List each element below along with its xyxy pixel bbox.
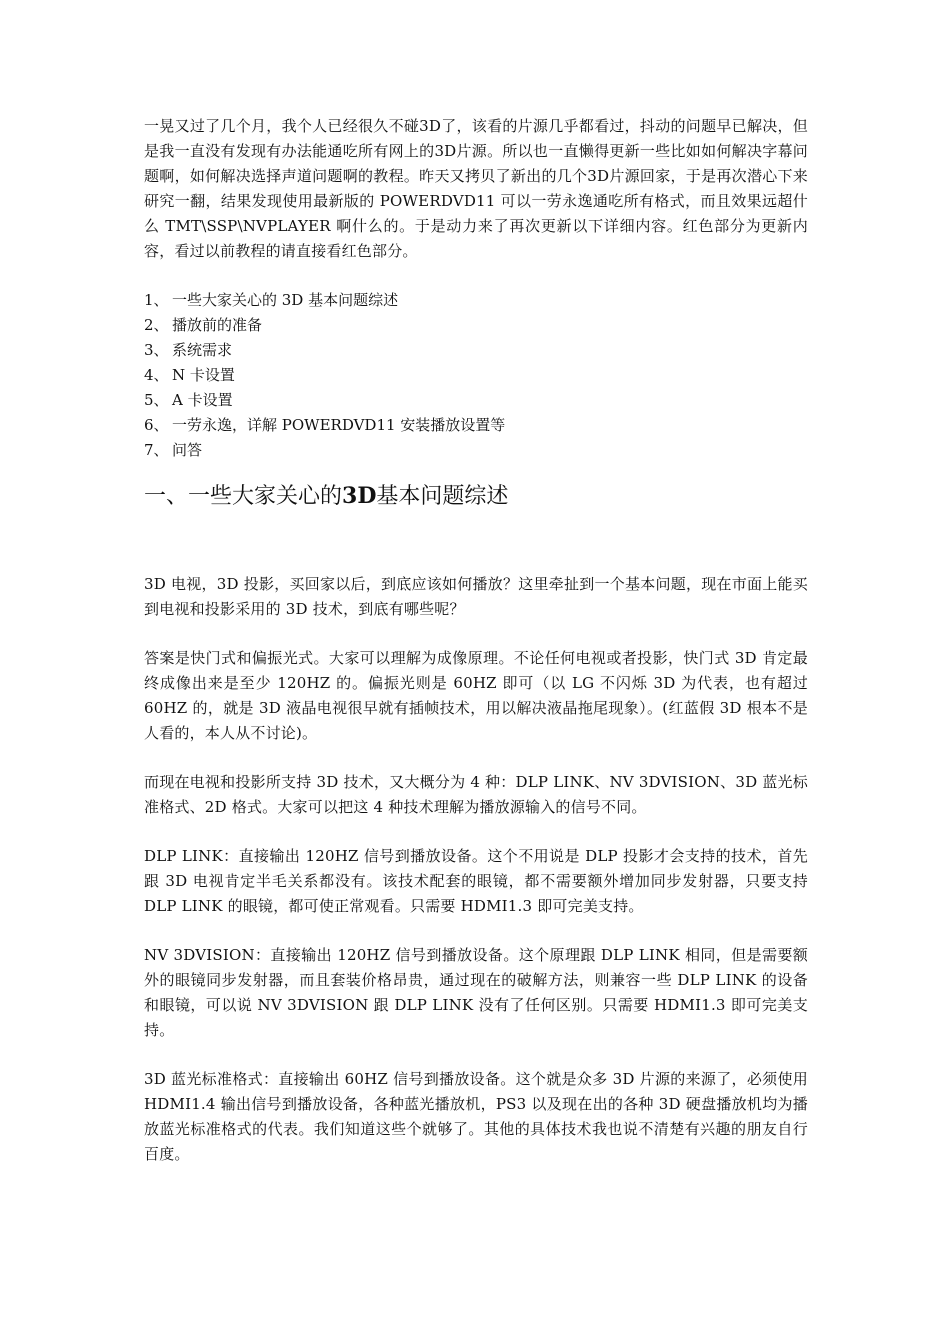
toc-item xyxy=(144,338,808,363)
body-paragraph: DLP LINK：直接输出 120HZ 信号到播放设备。这个不用说是 DLP 投影才会支持的技术，首先跟 3D 电视肯定半毛关系都没有。该技术配套的眼镜，都不需要额外增加同步发射器，只要支持 DLP LINK 的眼镜，都可使正常观看。只需要 HDMI1.3 即可完美支持。 xyxy=(144,847,808,915)
toc-number: 3、 xyxy=(144,341,169,359)
toc-number: 2、 xyxy=(144,316,169,334)
body-paragraph: 而现在电视和投影所支持 3D 技术，又大概分为 4 种：DLP LINK、NV 3DVISION、3D 蓝光标准格式、2D 格式。大家可以把这 4 种技术理解为播放源输入的信号不同。 xyxy=(144,773,808,816)
toc-text: 一劳永逸，详解 POWERDVD11 安装播放设置等 xyxy=(172,416,506,434)
toc-item xyxy=(144,313,808,338)
toc-item xyxy=(144,363,808,388)
heading-prefix: 一、一些大家关心的 xyxy=(144,484,343,509)
table-of-contents xyxy=(144,288,808,463)
toc-item xyxy=(144,438,808,463)
toc-item xyxy=(144,413,808,438)
toc-text: A 卡设置 xyxy=(172,391,233,409)
spacer xyxy=(144,512,808,572)
body-paragraph: 答案是快门式和偏振光式。大家可以理解为成像原理。不论任何电视或者投影，快门式 3D 肯定最终成像出来是至少 120HZ 的。偏振光则是 60HZ 即可（以 LG 不闪烁 3D 为代表，也有超过 60HZ 的，就是 3D 液晶电视很早就有插帧技术，用以解决液晶拖尾现象）。(红蓝假 3D 根本不是人看的，本人从不讨论)。 xyxy=(144,649,808,742)
toc-text: 播放前的准备 xyxy=(172,316,263,334)
toc-number: 4、 xyxy=(144,366,169,384)
body-paragraph: 3D 蓝光标准格式：直接输出 60HZ 信号到播放设备。这个就是众多 3D 片源的来源了，必须使用 HDMI1.4 输出信号到播放设备，各种蓝光播放机，PS3 以及现在出的各种 3D 硬盘播放机均为播放蓝光标准格式的代表。我们知道这些个就够了。其他的具体技术我也说不清楚有兴趣的朋友自行百度。 xyxy=(144,1070,808,1163)
toc-item xyxy=(144,288,808,313)
toc-text: 系统需求 xyxy=(172,341,233,359)
toc-number: 7、 xyxy=(144,441,169,459)
toc-text: 一些大家关心的 3D 基本问题综述 xyxy=(172,291,399,309)
heading-suffix: 基本问题综述 xyxy=(376,484,509,509)
toc-number: 1、 xyxy=(144,291,169,309)
section-heading xyxy=(144,481,808,512)
toc-text: N 卡设置 xyxy=(172,366,235,384)
body-paragraph: NV 3DVISION：直接输出 120HZ 信号到播放设备。这个原理跟 DLP LINK 相同，但是需要额外的眼镜同步发射器，而且套装价格昂贵，通过现在的破解方法，则兼容一些 DLP LINK 的设备和眼镜，可以说 NV 3DVISION 跟 DLP LINK 没有了任何区别。只需要 HDMI1.3 即可完美支持。 xyxy=(144,946,808,1039)
heading-bold: 3D xyxy=(342,483,377,509)
toc-number: 5、 xyxy=(144,391,169,409)
toc-text: 问答 xyxy=(172,441,203,459)
toc-number: 6、 xyxy=(144,416,169,434)
document-page xyxy=(144,114,808,1191)
toc-item xyxy=(144,388,808,413)
intro-paragraph: 一晃又过了几个月，我个人已经很久不碰3D了，该看的片源几乎都看过，抖动的问题早已解决，但是我一直没有发现有办法能通吃所有网上的3D片源。所以也一直懒得更新一些比如如何解决字幕问题啊，如何解决选择声道问题啊的教程。昨天又拷贝了新出的几个3D片源回家，于是再次潜心下来研究一翻，结果发现使用最新版的 POWERDVD11 可以一劳永逸通吃所有格式，而且效果远超什么 TMT\SSP\NVPLAYER 啊什么的。于是动力来了再次更新以下详细内容。红色部分为更新内容，看过以前教程的请直接看红色部分。 xyxy=(144,117,808,260)
body-paragraph: 3D 电视，3D 投影，买回家以后，到底应该如何播放？这里牵扯到一个基本问题，现在市面上能买到电视和投影采用的 3D 技术，到底有哪些呢？ xyxy=(144,575,808,618)
